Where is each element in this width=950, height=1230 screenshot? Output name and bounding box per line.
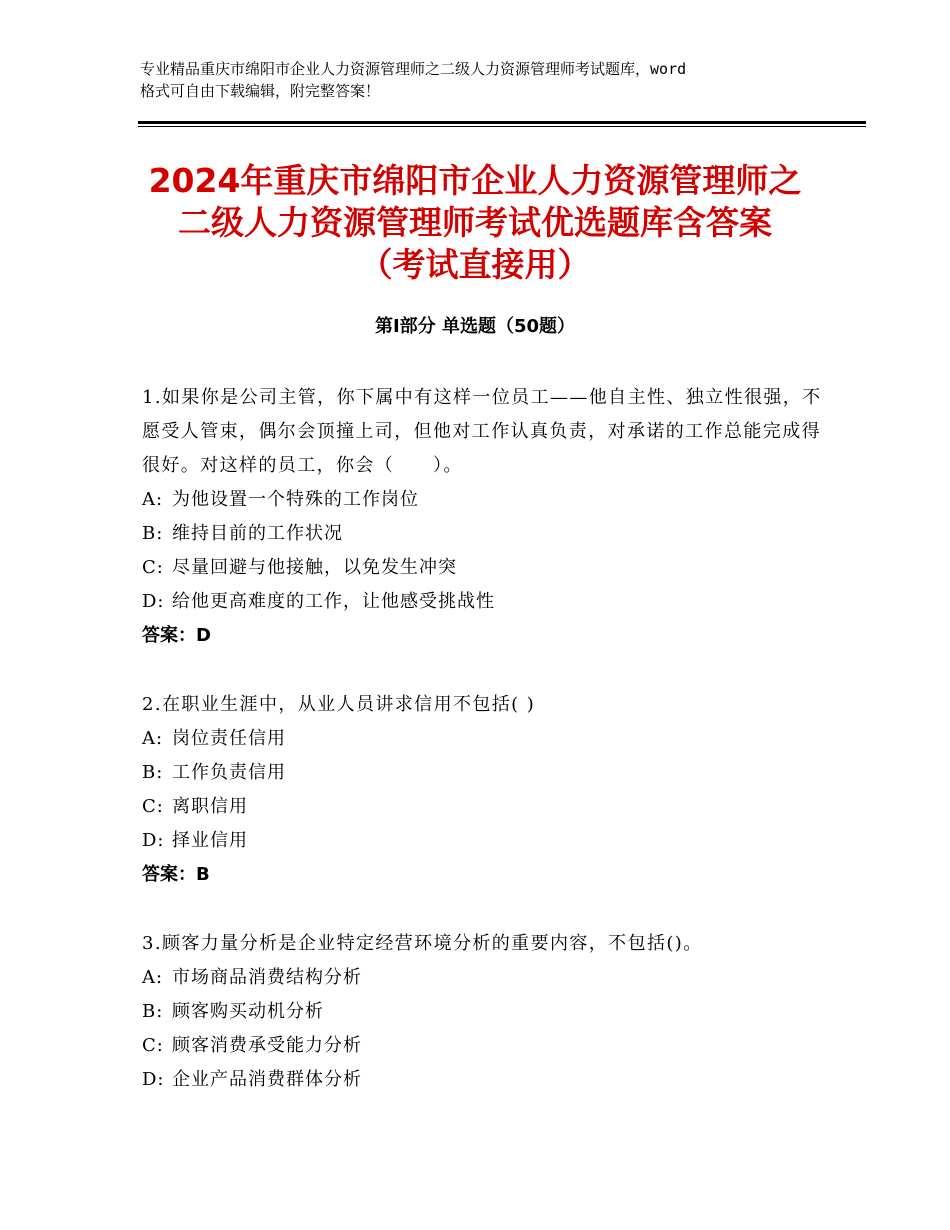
option-text: 给他更高难度的工作，让他感受挑战性 [172, 591, 495, 612]
answer: 答案：D [142, 625, 211, 646]
header-note-line-2: 格式可自由下载编辑，附完整答案！ [140, 82, 381, 100]
document-title [100, 160, 850, 286]
option-text: 岗位责任信用 [172, 728, 286, 749]
document-title-line-1: 2024年重庆市绵阳市企业人力资源管理师之 [148, 161, 802, 200]
option-letter: A: [142, 728, 164, 749]
option-letter: C: [142, 557, 164, 578]
option-a [142, 722, 822, 756]
question-stem: 3.顾客力量分析是企业特定经营环境分析的重要内容，不包括()。 [142, 933, 703, 954]
option-c [142, 1029, 822, 1063]
option-letter: B: [142, 1001, 164, 1022]
question-stem: 1.如果你是公司主管，你下属中有这样一位员工——他自主性、独立性很强，不愿受人管束，偶尔会顶撞上司，但他对工作认真负责，对承诺的工作总能完成得很好。对这样的员工，你会（ ）。 [142, 387, 822, 476]
section-heading: 第Ⅰ部分 单选题（50题） [374, 316, 575, 337]
option-d [142, 585, 822, 619]
option-letter: A: [142, 489, 164, 510]
header-note-line-1: 专业精品重庆市绵阳市企业人力资源管理师之二级人力资源管理师考试题库，word [140, 60, 687, 78]
option-letter: A: [142, 967, 164, 988]
question-2 [142, 688, 822, 892]
option-c [142, 551, 822, 585]
option-text: 尽量回避与他接触，以免发生冲突 [172, 557, 457, 578]
option-text: 企业产品消费群体分析 [172, 1069, 362, 1090]
document-title-line-3: （考试直接用） [359, 245, 591, 284]
option-letter: D: [142, 830, 165, 851]
question-list [142, 381, 822, 1132]
option-letter: D: [142, 1069, 165, 1090]
header-rule-thick [138, 121, 866, 124]
option-b [142, 995, 822, 1029]
question-3 [142, 927, 822, 1097]
option-letter: C: [142, 796, 164, 817]
option-text: 顾客购买动机分析 [172, 1001, 324, 1022]
option-text: 顾客消费承受能力分析 [172, 1035, 362, 1056]
option-b [142, 756, 822, 790]
question-stem: 2.在职业生涯中，从业人员讲求信用不包括( ) [142, 694, 536, 715]
option-text: 工作负责信用 [172, 762, 286, 783]
option-letter: B: [142, 762, 164, 783]
answer: 答案：B [142, 864, 210, 885]
option-text: 市场商品消费结构分析 [172, 967, 362, 988]
option-d [142, 1063, 822, 1097]
header-rule-thin [138, 126, 866, 127]
option-text: 择业信用 [172, 830, 248, 851]
option-text: 为他设置一个特殊的工作岗位 [172, 489, 419, 510]
option-a [142, 961, 822, 995]
option-letter: B: [142, 523, 164, 544]
option-letter: C: [142, 1035, 164, 1056]
option-b [142, 517, 822, 551]
document-title-line-2: 二级人力资源管理师考试优选题库含答案 [178, 203, 772, 242]
option-text: 离职信用 [172, 796, 248, 817]
option-d [142, 824, 822, 858]
question-1 [142, 381, 822, 653]
option-a [142, 483, 822, 517]
option-letter: D: [142, 591, 165, 612]
option-text: 维持目前的工作状况 [172, 523, 343, 544]
header-note [140, 58, 840, 102]
option-c [142, 790, 822, 824]
